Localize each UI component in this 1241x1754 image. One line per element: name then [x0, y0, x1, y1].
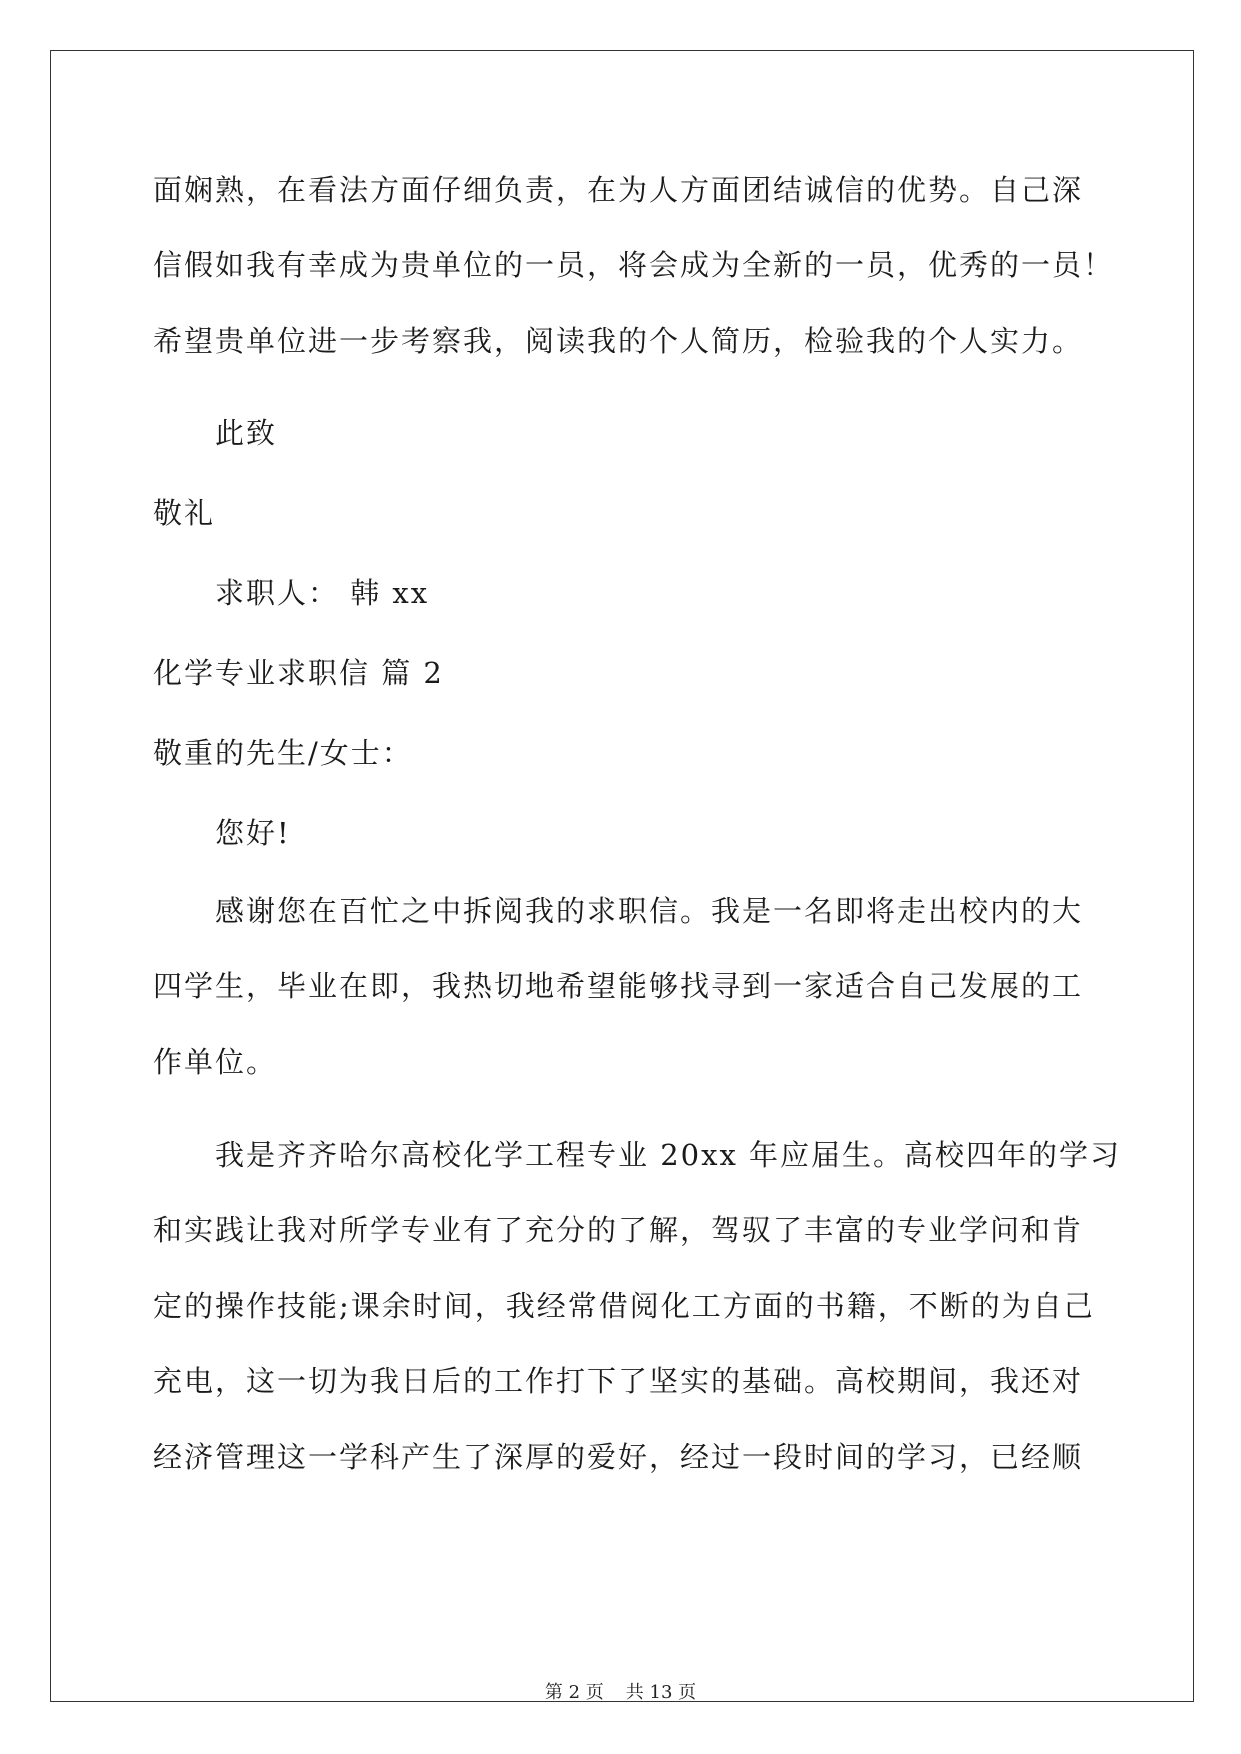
paragraph-line: 四学生，毕业在即，我热切地希望能够找寻到一家适合自己发展的工 — [153, 969, 1084, 1003]
paragraph-line: 作单位。 — [153, 1045, 278, 1079]
page-number-total: 共 13 页 — [625, 1682, 697, 1703]
section-title: 化学专业求职信 篇 2 — [153, 656, 444, 690]
paragraph-line: 我是齐齐哈尔高校化学工程专业 20xx 年应届生。高校四年的学习 — [215, 1138, 1122, 1172]
closing-salutation: 此致 — [215, 416, 278, 450]
letter-greeting: 敬重的先生/女士： — [153, 736, 413, 770]
letter-hello: 您好! — [215, 816, 291, 850]
paragraph-line: 感谢您在百忙之中拆阅我的求职信。我是一名即将走出校内的大 — [215, 894, 1084, 928]
applicant-signature: 求职人： 韩 xx — [215, 576, 430, 610]
paragraph-line: 信假如我有幸成为贵单位的一员，将会成为全新的一员，优秀的一员！ — [153, 248, 1115, 282]
closing-respect: 敬礼 — [153, 496, 216, 530]
page-footer — [0, 1682, 1241, 1704]
paragraph-line: 面娴熟，在看法方面仔细负责，在为人方面团结诚信的优势。自己深 — [153, 173, 1084, 207]
paragraph-line: 希望贵单位进一步考察我，阅读我的个人简历，检验我的个人实力。 — [153, 324, 1084, 358]
paragraph-line: 和实践让我对所学专业有了充分的了解，驾驭了丰富的专业学问和肯 — [153, 1213, 1084, 1247]
paragraph-line: 经济管理这一学科产生了深厚的爱好，经过一段时间的学习，已经顺 — [153, 1440, 1084, 1474]
paragraph-line: 充电，这一切为我日后的工作打下了坚实的基础。高校期间，我还对 — [153, 1364, 1084, 1398]
paragraph-line: 定的操作技能;课余时间，我经常借阅化工方面的书籍，不断的为自己 — [153, 1289, 1095, 1323]
page-number-current: 第 2 页 — [544, 1682, 604, 1703]
